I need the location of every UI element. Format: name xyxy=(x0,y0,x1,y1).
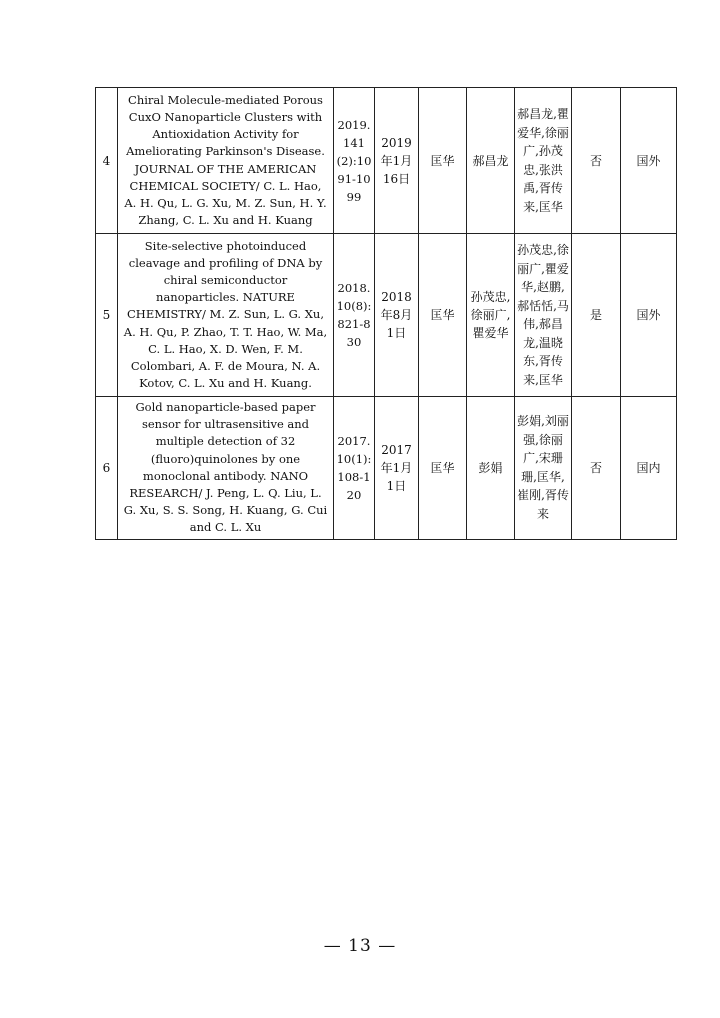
first-author-cell: 彭娟 xyxy=(467,397,515,540)
region-cell: 国外 xyxy=(621,88,677,234)
corresponding-author-cell: 匡华 xyxy=(419,88,467,234)
table-row xyxy=(96,234,677,397)
date-cell: 2019年1月16日 xyxy=(375,88,419,234)
row-number: 6 xyxy=(96,397,118,540)
paper-title-cell: Site-selective photoinduced cleavage and profiling of DNA by chiral semiconductor nanoparticles. NATURE CHEMISTRY/ M. Z. Sun, L. G. Xu, A. H. Qu, P. Zhao, T. T. Hao, W. Ma, C. L. Hao, X. D. Wen, F. M. Colombari, A. F. de Moura, N. A. Kotov, C. L. Xu and H. Kuang. xyxy=(118,234,334,397)
first-author-cell: 郝昌龙 xyxy=(467,88,515,234)
paper-title-cell: Chiral Molecule-mediated Porous CuxO Nanoparticle Clusters with Antioxidation Activity for Ameliorating Parkinson's Disease. JOURNAL OF THE AMERICAN CHEMICAL SOCIETY/ C. L. Hao, A. H. Qu, L. G. Xu, M. Z. Sun, H. Y. Zhang, C. L. Xu and H. Kuang xyxy=(118,88,334,234)
table-row xyxy=(96,397,677,540)
region-cell: 国外 xyxy=(621,234,677,397)
authors-cell: 彭娟,刘丽强,徐丽广,宋珊珊,匡华,崔刚,胥传来 xyxy=(515,397,572,540)
volume-cell: 2019.141(2):1091-1099 xyxy=(334,88,375,234)
authors-cell: 孙茂忠,徐丽广,瞿爱华,赵鹏,郝恬恬,马伟,郝昌龙,温晓东,胥传来,匡华 xyxy=(515,234,572,397)
flag-cell: 否 xyxy=(572,397,621,540)
corresponding-author-cell: 匡华 xyxy=(419,234,467,397)
authors-cell: 郝昌龙,瞿爱华,徐丽广,孙茂忠,张洪禹,胥传来,匡华 xyxy=(515,88,572,234)
date-cell: 2017年1月1日 xyxy=(375,397,419,540)
volume-cell: 2017.10(1):108-120 xyxy=(334,397,375,540)
table-row xyxy=(96,88,677,234)
first-author-cell: 孙茂忠,徐丽广,瞿爱华 xyxy=(467,234,515,397)
date-cell: 2018年8月1日 xyxy=(375,234,419,397)
region-cell: 国内 xyxy=(621,397,677,540)
corresponding-author-cell: 匡华 xyxy=(419,397,467,540)
page-number: — 13 — xyxy=(323,936,397,956)
publications-table xyxy=(95,87,677,540)
paper-title-cell: Gold nanoparticle-based paper sensor for ultrasensitive and multiple detection of 32 (fluoro)quinolones by one monoclonal antibody. NANO RESEARCH/ J. Peng, L. Q. Liu, L. G. Xu, S. S. Song, H. Kuang, G. Cui and C. L. Xu xyxy=(118,397,334,540)
flag-cell: 否 xyxy=(572,88,621,234)
volume-cell: 2018.10(8):821-830 xyxy=(334,234,375,397)
row-number: 5 xyxy=(96,234,118,397)
flag-cell: 是 xyxy=(572,234,621,397)
row-number: 4 xyxy=(96,88,118,234)
